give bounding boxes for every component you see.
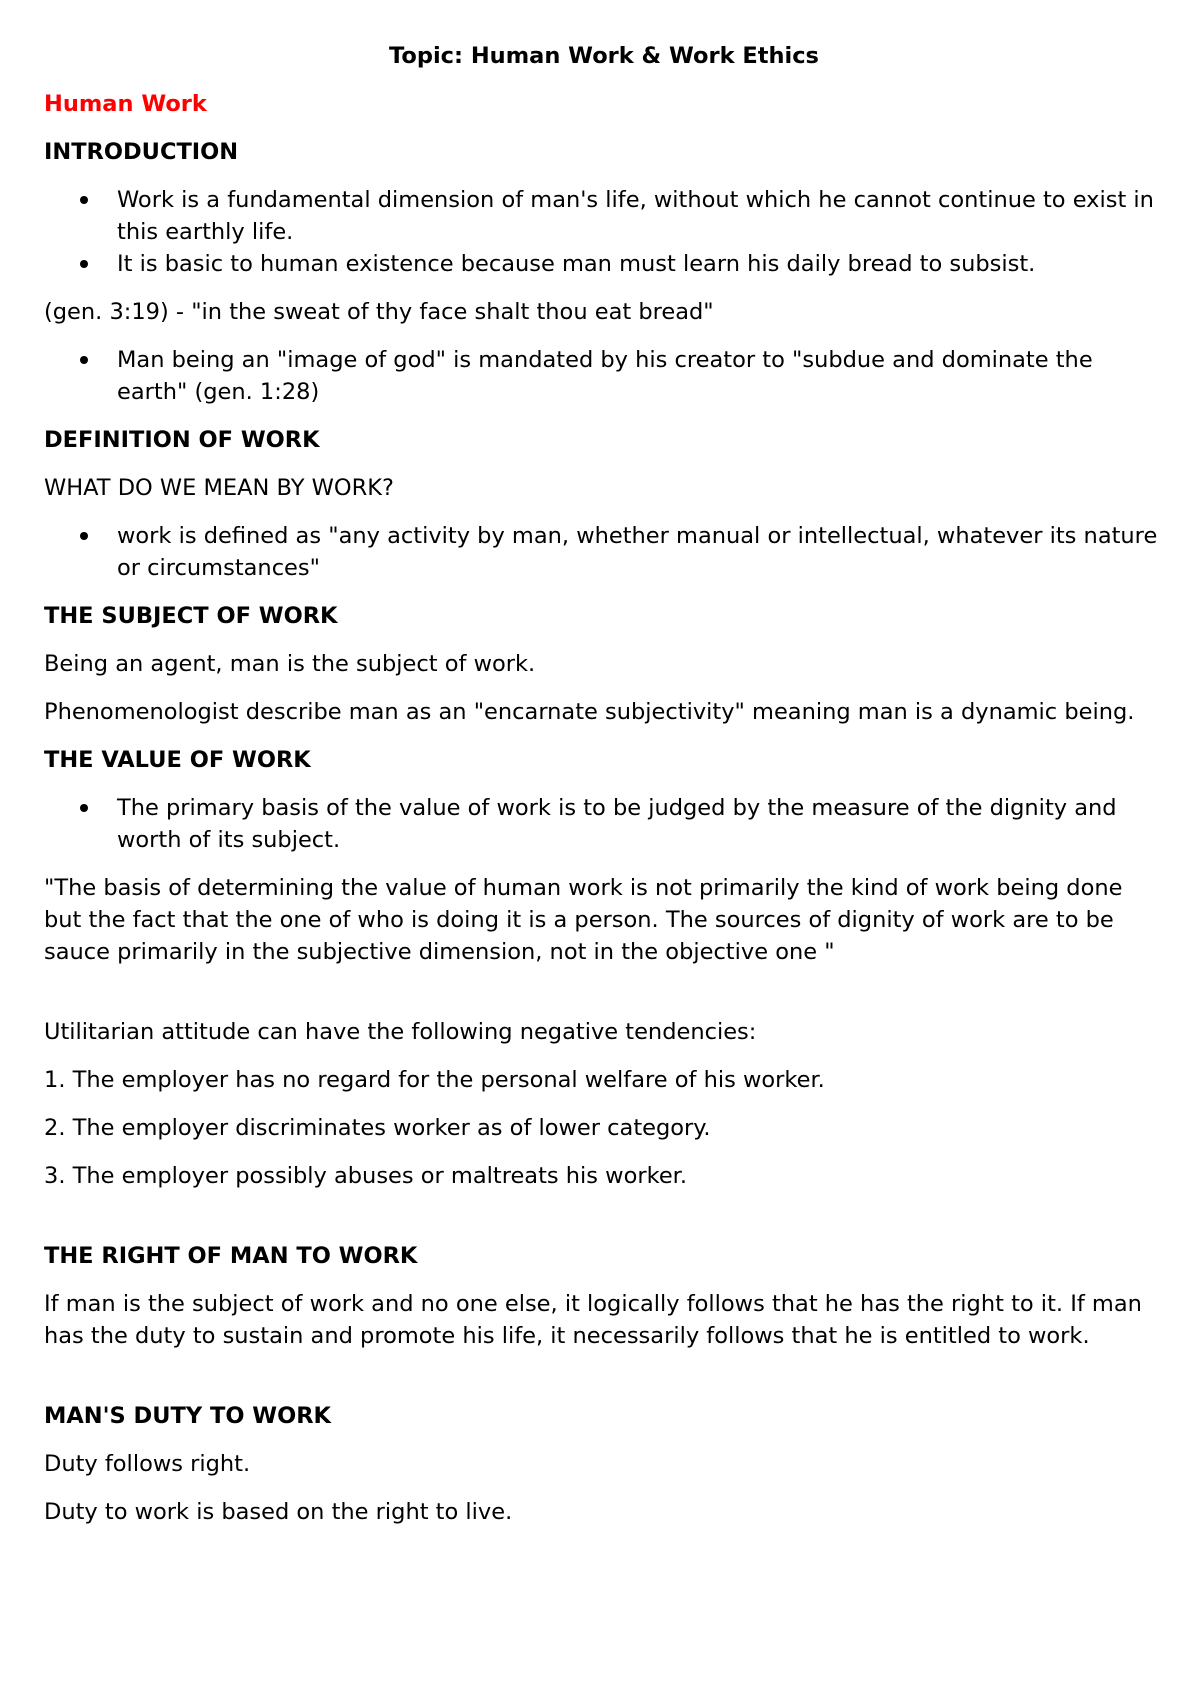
- introduction-bullet-list: [44, 184, 1164, 280]
- utilitarian-intro: Utilitarian attitude can have the following negative tendencies:: [44, 1019, 757, 1045]
- introduction-heading: INTRODUCTION: [44, 139, 239, 165]
- list-item-text: work is defined as "any activity by man, whether manual or intellectual, whatever its nature or circumstances": [117, 523, 1158, 581]
- bullet-icon: [80, 804, 88, 812]
- list-item: [44, 344, 1164, 408]
- duty-paragraph: Duty to work is based on the right to live.: [44, 1499, 513, 1525]
- list-item-text: The primary basis of the value of work is to be judged by the measure of the dignity and worth of its subject.: [117, 795, 1117, 853]
- numbered-item: 3. The employer possibly abuses or maltreats his worker.: [44, 1163, 687, 1189]
- spacer: [44, 1208, 1164, 1240]
- list-item: [44, 184, 1164, 248]
- bullet-icon: [80, 196, 88, 204]
- bullet-icon: [80, 532, 88, 540]
- introduction-bullet-list-2: [44, 344, 1164, 408]
- subject-paragraph: Phenomenologist describe man as an "encarnate subjectivity" meaning man is a dynamic being.: [44, 699, 1135, 725]
- duty-paragraph: Duty follows right.: [44, 1451, 251, 1477]
- list-item-text: Man being an "image of god" is mandated by his creator to "subdue and dominate the earth" (gen. 1:28): [117, 347, 1093, 405]
- duty-heading: MAN'S DUTY TO WORK: [44, 1403, 331, 1429]
- document-page: [44, 40, 1164, 1544]
- value-quote: "The basis of determining the value of human work is not primarily the kind of work being done but the fact that the one of who is doing it is a person. The sources of dignity of work are to be sauce primarily in the subjective dimension, not in the objective one ": [44, 875, 1123, 965]
- spacer: [44, 984, 1164, 1016]
- spacer: [44, 1368, 1164, 1400]
- bullet-icon: [80, 260, 88, 268]
- subject-paragraph: Being an agent, man is the subject of work.: [44, 651, 536, 677]
- section-title: Human Work: [44, 91, 207, 117]
- definition-question: WHAT DO WE MEAN BY WORK?: [44, 475, 394, 501]
- right-heading: THE RIGHT OF MAN TO WORK: [44, 1243, 418, 1269]
- numbered-item: 1. The employer has no regard for the personal welfare of his worker.: [44, 1067, 825, 1093]
- list-item: [44, 248, 1164, 280]
- document-title: Topic: Human Work & Work Ethics: [389, 43, 819, 69]
- list-item: [44, 792, 1164, 856]
- value-bullet-list: [44, 792, 1164, 856]
- right-paragraph: If man is the subject of work and no one else, it logically follows that he has the right to it. If man has the duty to sustain and promote his life, it necessarily follows that he is entitled to work.: [44, 1291, 1142, 1349]
- definition-heading: DEFINITION OF WORK: [44, 427, 320, 453]
- list-item-text: It is basic to human existence because man must learn his daily bread to subsist.: [117, 251, 1036, 277]
- scripture-quote: (gen. 3:19) - "in the sweat of thy face shalt thou eat bread": [44, 299, 714, 325]
- list-item: [44, 520, 1164, 584]
- list-item-text: Work is a fundamental dimension of man's life, without which he cannot continue to exist in this earthly life.: [117, 187, 1154, 245]
- bullet-icon: [80, 356, 88, 364]
- definition-bullet-list: [44, 520, 1164, 584]
- value-heading: THE VALUE OF WORK: [44, 747, 311, 773]
- numbered-item: 2. The employer discriminates worker as of lower category.: [44, 1115, 711, 1141]
- subject-heading: THE SUBJECT OF WORK: [44, 603, 338, 629]
